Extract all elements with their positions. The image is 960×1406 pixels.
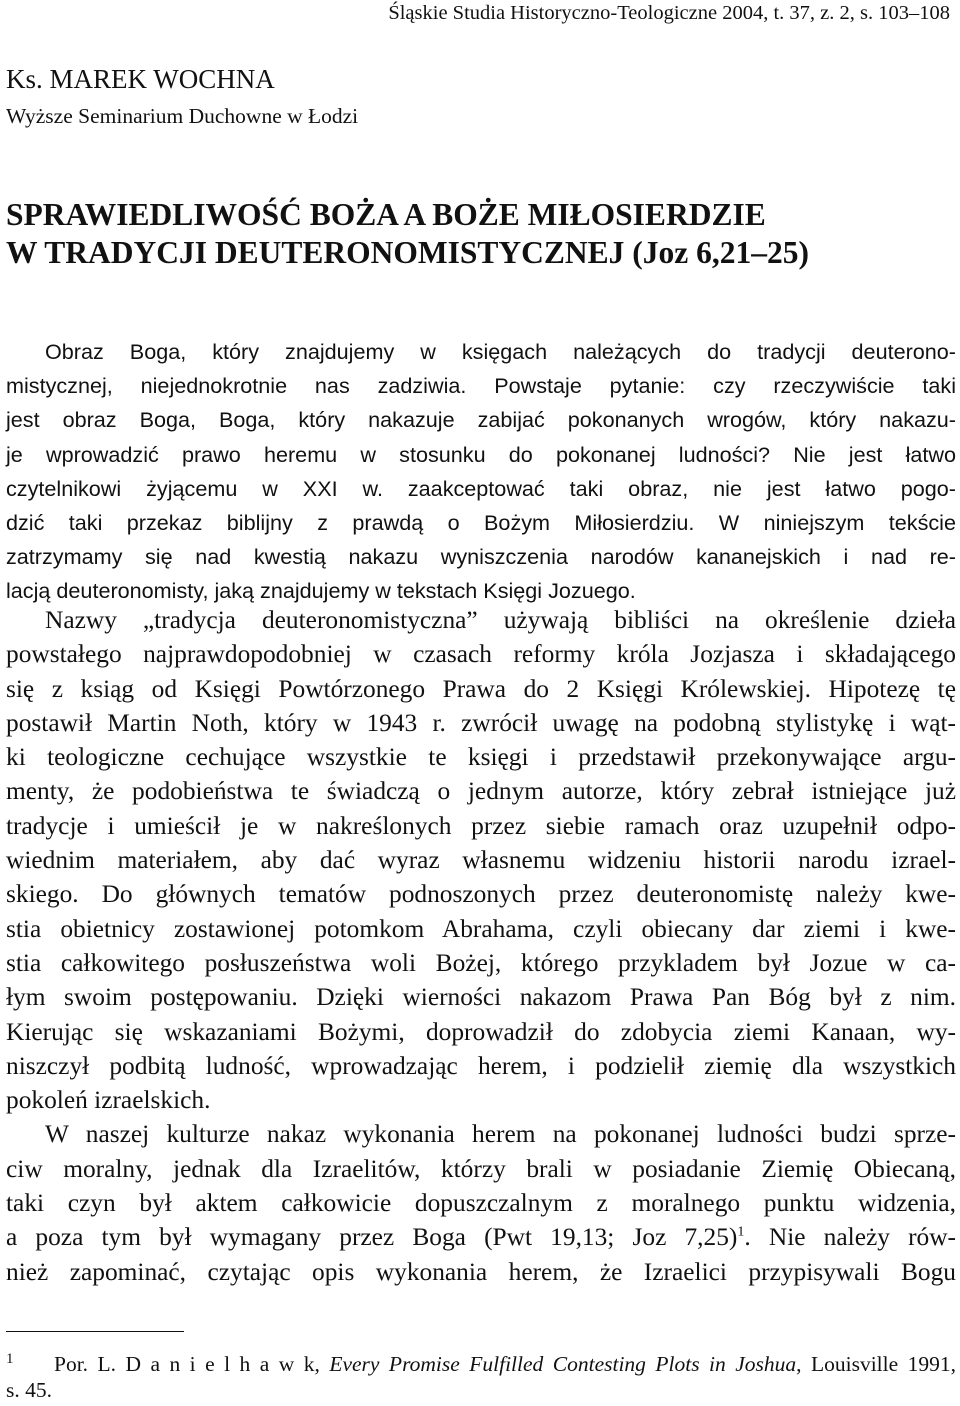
body-line: W naszej kulturze nakaz wykonania herem na pokonanej ludności budzi sprze- (45, 1120, 956, 1149)
article-title (6, 196, 956, 272)
abstract-line: jest obraz Boga, Boga, który nakazuje zabijać pokonanych wrogów, który nakazu- (6, 407, 956, 433)
footnote-author: D a n i e l h a w k (125, 1352, 315, 1376)
body-line: postawił Martin Noth, który w 1943 r. zwrócił uwagę na podobną stylistykę i wąt- (6, 708, 956, 737)
footnote-line: s. 45. (6, 1378, 52, 1402)
abstract (6, 335, 956, 609)
footnote-text: Por. L. (54, 1352, 126, 1376)
body-line: skiego. Do głównych tematów podnoszonych przez deuteronomistę należy kwe- (6, 880, 956, 909)
body-line: pokoleń izraelskich. (6, 1086, 211, 1115)
body-line: powstałego najprawdopodobniej w czasach reformy króla Jozjasza i składającego (6, 640, 956, 669)
body-line: wiednim materiałem, aby dać wyraz własnemu widzeniu historii narodu izrael- (6, 846, 956, 875)
footnote (6, 1351, 956, 1403)
author-name: Ks. MAREK WOCHNA (6, 64, 275, 94)
body-line: ki teologiczne cechujące wszystkie te księgi i przedstawił przekonywające argu- (6, 743, 956, 772)
title-line: SPRAWIEDLIWOŚĆ BOŻA A BOŻE MIŁOSIERDZIE (6, 197, 766, 232)
footnote-line: 1 Por. L. D a n i e l h a w k, Every Promise Fulfilled Contesting Plots in Joshua, Louisville 1991, (6, 1350, 956, 1376)
body-line: tradycje i umieścił je w nakreślonych przez siebie ramach oraz uzupełnił odpo- (6, 811, 956, 840)
body-text (6, 603, 956, 1289)
body-line: się z ksiąg od Księgi Powtórzonego Prawa do 2 Księgi Królewskiej. Hipotezę tę (6, 674, 956, 703)
body-text-span: a poza tym był wymagany przez Boga (Pwt 19,13; Joz 7,25) (6, 1223, 738, 1252)
abstract-line: zatrzymamy się nad kwestią nakazu wyniszczenia narodów kananejskich i nad re- (6, 544, 956, 570)
body-line (6, 1220, 956, 1254)
abstract-line: dzić taki przekaz biblijny z prawdą o Bożym Miłosierdziu. W niniejszym tekście (6, 510, 956, 536)
footnote-text: , Louisville 1991, (796, 1352, 956, 1376)
body-line: Kierując się wskazaniami Bożymi, doprowadził do zdobycia ziemi Kanaan, wy- (6, 1017, 956, 1046)
title-line: W TRADYCJI DEUTERONOMISTYCZNEJ (Joz 6,21–25) (6, 235, 810, 270)
footnote-reference[interactable]: 1 (737, 1224, 745, 1240)
body-line: stia całkowitego posłuszeństwa woli Bożej, którego przykladem był Jozue w ca- (6, 948, 956, 977)
footnote-text: , (314, 1352, 330, 1376)
body-line: łym swoim postępowaniu. Dzięki wierności nakazom Prawa Pan Bóg był z nim. (6, 983, 956, 1012)
body-line: nież zapominać, czytając opis wykonania herem, że Izraelici przypisywali Bogu (6, 1257, 956, 1286)
author-affiliation: Wyższe Seminarium Duchowne w Łodzi (6, 104, 359, 128)
body-line: ciw moralny, jednak dla Izraelitów, którzy brali w posiadanie Ziemię Obiecaną, (6, 1154, 956, 1183)
body-line: Nazwy „tradycja deuteronomistyczna” używają bibliści na określenie dzieła (45, 606, 956, 634)
body-line: stia obietnicy zostawionej potomkom Abrahama, czyli obiecany dar ziemi i kwe- (6, 914, 956, 943)
body-line: niszczył podbitą ludność, wprowadzając herem, i podzielił ziemię dla wszystkich (6, 1051, 956, 1080)
abstract-line: czytelnikowi żyjącemu w XXI w. zaakceptować taki obraz, nie jest łatwo pogo- (6, 475, 956, 501)
abstract-line: Obraz Boga, który znajdujemy w księgach należących do tradycji deuterono- (45, 339, 956, 364)
body-line: taki czyn był aktem całkowicie dopuszczalnym z moralnego punktu widzenia, (6, 1189, 956, 1218)
body-line: menty, że podobieństwa te świadczą o jednym autorze, który zebrał istniejące już (6, 777, 956, 806)
abstract-line: je wprowadzić prawo heremu w stosunku do pokonanej ludności? Nie jest łatwo (6, 441, 956, 467)
footnote-divider (6, 1331, 184, 1332)
footnote-book-title: Every Promise Fulfilled Contesting Plots in Joshua (329, 1352, 797, 1376)
abstract-line: mistycznej, niejednokrotnie nas zadziwia. Powstaje pytanie: czy rzeczywiście taki (6, 373, 956, 399)
abstract-line: lacją deuteronomisty, jaką znajdujemy w tekstach Księgi Jozuego. (6, 578, 636, 604)
body-text-span: . Nie należy rów- (744, 1223, 957, 1252)
journal-citation: Śląskie Studia Historyczno-Teologiczne 2004, t. 37, z. 2, s. 103–108 (388, 2, 950, 24)
